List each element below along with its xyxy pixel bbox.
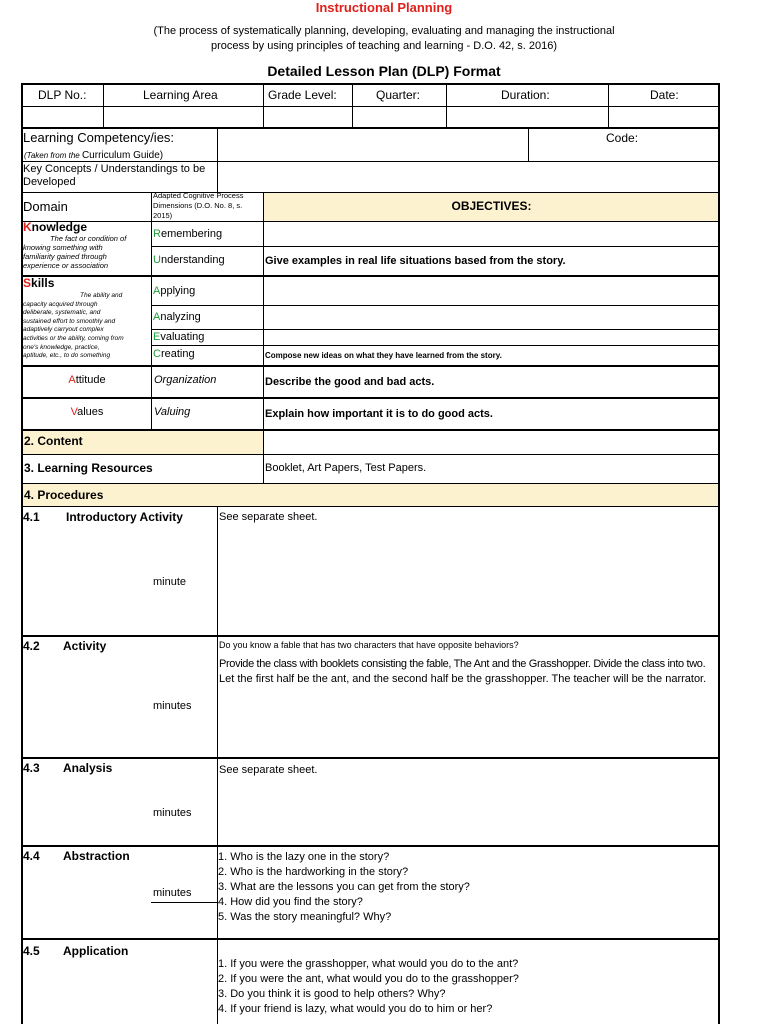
resources-value[interactable]: Booklet, Art Papers, Test Papers.: [265, 462, 427, 474]
procedure-4-2-content[interactable]: [219, 639, 716, 687]
competency-note-prefix: (Taken from the: [24, 151, 82, 160]
procedure-4-5-line: 4. If your friend is lazy, what would you do to him or her?: [218, 1003, 493, 1015]
procedure-4-3-content[interactable]: [219, 763, 716, 778]
skills-initial: S: [23, 276, 32, 290]
analyzing-initial: A: [153, 311, 161, 323]
quarter-field[interactable]: [353, 107, 446, 127]
level-analyzing: [153, 311, 201, 323]
dlp-no-label: DLP No.:: [38, 88, 87, 102]
duration-label: Duration:: [501, 88, 550, 102]
procedure-4-2-line: Let the first half be the ant, and the second half be the grasshopper. The teacher will be the narrator.: [219, 673, 707, 685]
level-remembering: [153, 228, 222, 240]
content-label: 2. Content: [24, 434, 83, 448]
level-evaluating: [153, 331, 204, 343]
knowledge-initial: K: [23, 220, 32, 234]
analyzing-objective-field[interactable]: [264, 306, 718, 329]
objectives-header: OBJECTIVES:: [451, 199, 532, 213]
procedure-4-4-number: 4.4: [23, 849, 40, 863]
content-field[interactable]: [264, 430, 718, 454]
dimensions-line-1: Adapted Cognitive Process: [153, 191, 244, 200]
creating-initial: C: [153, 348, 161, 360]
procedure-4-1-line: See separate sheet.: [219, 511, 318, 523]
dimensions-label: [153, 191, 243, 221]
code-label: Code:: [606, 131, 639, 145]
attitude-rest: ttitude: [75, 374, 106, 386]
resources-label: 3. Learning Resources: [24, 461, 153, 475]
procedures-label: 4. Procedures: [24, 488, 104, 502]
values-objective[interactable]: Explain how important it is to do good acts.: [265, 408, 493, 420]
skills-desc-2: capacity acquired through: [23, 300, 98, 308]
knowledge-label: [23, 220, 87, 234]
procedure-4-5-line: 1. If you were the grasshopper, what would you do to the ant?: [218, 958, 519, 970]
key-concepts-line-1: Key Concepts / Understandings to be: [23, 163, 206, 175]
understanding-initial: U: [153, 254, 161, 266]
attitude-level: Organization: [154, 374, 217, 386]
procedure-4-5-line: 3. Do you think it is good to help others? Why?: [218, 988, 446, 1000]
understanding-objective[interactable]: Give examples in real life situations based from the story.: [265, 255, 566, 267]
skills-desc-1: The ability and: [80, 292, 123, 299]
procedure-4-5-line: 2. If you were the ant, what would you do to the grasshopper?: [218, 973, 519, 985]
procedure-4-3-title: Analysis: [63, 761, 113, 775]
grade-level-label: Grade Level:: [268, 88, 337, 102]
format-title: Detailed Lesson Plan (DLP) Format: [267, 63, 501, 79]
evaluating-objective-field[interactable]: [264, 330, 718, 345]
procedure-4-5-content[interactable]: [218, 957, 715, 1024]
dimensions-line-2: Dimensions (D.O. No. 8, s.: [153, 201, 243, 210]
subtitle-line-2: process by using principles of teaching and learning - D.O. 42, s. 2016): [210, 40, 558, 52]
knowledge-desc-3: familiarity gained through: [23, 252, 107, 261]
knowledge-desc-2: knowing something with: [23, 243, 103, 252]
evaluating-initial: E: [153, 331, 161, 343]
attitude-objective[interactable]: Describe the good and bad acts.: [265, 376, 435, 388]
domain-label: Domain: [23, 199, 68, 214]
page-subtitle: [0, 24, 768, 54]
grade-level-field[interactable]: [264, 107, 352, 127]
knowledge-rest: nowledge: [31, 220, 88, 234]
procedure-4-1-unit: minute: [153, 576, 187, 588]
procedure-4-2-number: 4.2: [23, 639, 40, 653]
procedure-4-3-line: See separate sheet.: [219, 764, 318, 776]
date-field[interactable]: [609, 107, 718, 127]
knowledge-desc-4: experience or association: [23, 261, 109, 270]
creating-rest: reating: [160, 348, 195, 360]
dlp-no-field[interactable]: [23, 107, 103, 127]
applying-rest: pplying: [160, 285, 196, 297]
evaluating-rest: valuating: [160, 331, 205, 343]
procedure-4-3-unit: minutes: [153, 807, 192, 819]
learning-competency-label: Learning Competency/ies:: [23, 130, 175, 145]
date-label: Date:: [650, 88, 679, 102]
skills-desc-5: adaptively carryout complex: [23, 326, 104, 334]
attitude-label: [23, 374, 151, 386]
skills-desc-3: deliberate, systematic, and: [23, 309, 101, 317]
procedure-4-4-line: 4. How did you find the story?: [218, 896, 363, 908]
knowledge-desc-1: The fact or condition of: [50, 234, 127, 243]
procedure-4-4-unit: minutes: [153, 887, 192, 899]
skills-description: [23, 292, 151, 365]
procedure-4-5-title: Application: [63, 944, 129, 958]
attitude-initial: A: [68, 374, 76, 386]
level-creating: [153, 348, 195, 360]
quarter-label: Quarter:: [376, 88, 421, 102]
page-title: Instructional Planning: [315, 0, 453, 15]
skills-desc-4: sustained effort to smoothly and: [23, 317, 116, 325]
knowledge-description: [23, 234, 151, 274]
procedure-4-1-content[interactable]: [219, 510, 716, 525]
procedure-4-5-number: 4.5: [23, 944, 40, 958]
procedure-4-2-line: Do you know a fable that has two characters that have opposite behaviors?: [219, 640, 519, 650]
learning-area-label: Learning Area: [143, 88, 218, 102]
procedures-row-fill: [22, 484, 719, 506]
procedure-4-4-line: 3. What are the lessons you can get from the story?: [218, 881, 470, 893]
key-concepts-field[interactable]: [218, 162, 718, 192]
procedure-4-1-number: 4.1: [23, 510, 40, 524]
skills-desc-7: one's knowledge, practice,: [23, 343, 100, 351]
procedure-4-3-number: 4.3: [23, 761, 40, 775]
subtitle-line-1: (The process of systematically planning, developing, evaluating and managing the instructional: [153, 25, 615, 37]
remembering-objective-field[interactable]: [264, 222, 718, 246]
skills-desc-6: activities or the ability, coming from: [23, 334, 124, 342]
key-concepts-label: [23, 163, 205, 189]
key-concepts-line-2: Developed: [23, 176, 76, 188]
applying-objective-field[interactable]: [264, 277, 718, 305]
procedure-4-2-line: Provide the class with booklets consisting the fable, The Ant and the Grasshopper. Divide the class into two.: [219, 658, 706, 670]
learning-competency-field[interactable]: [218, 128, 528, 161]
competency-note-main: Curriculum Guide): [81, 150, 164, 161]
competency-note: [24, 150, 163, 161]
duration-field[interactable]: [447, 107, 608, 127]
skills-rest: kills: [31, 276, 55, 290]
level-applying: [153, 285, 195, 297]
values-label: [23, 406, 151, 418]
skills-label: [23, 276, 54, 290]
applying-initial: A: [153, 285, 161, 297]
procedure-4-4-content[interactable]: [218, 850, 715, 925]
procedure-4-4-line: 1. Who is the lazy one in the story?: [218, 851, 390, 863]
values-rest: alues: [77, 406, 104, 418]
skills-desc-8: aptitude, etc., to do something: [23, 352, 111, 360]
dimensions-line-3: 2015): [153, 211, 173, 220]
procedure-4-2-title: Activity: [63, 639, 107, 653]
procedure-4-4-line: 2. Who is the hardworking in the story?: [218, 866, 409, 878]
remembering-initial: R: [153, 228, 161, 240]
procedure-4-2-unit: minutes: [153, 700, 192, 712]
creating-objective[interactable]: Compose new ideas on what they have learned from the story.: [265, 351, 502, 360]
procedure-4-4-line: 5. Was the story meaningful? Why?: [218, 911, 392, 923]
remembering-rest: emembering: [160, 228, 223, 240]
values-level: Valuing: [154, 406, 191, 418]
procedure-4-4-title: Abstraction: [63, 849, 130, 863]
procedure-4-1-title: Introductory Activity: [66, 510, 183, 524]
analyzing-rest: nalyzing: [160, 311, 201, 323]
understanding-rest: nderstanding: [160, 254, 225, 266]
level-understanding: [153, 254, 225, 266]
values-initial: V: [70, 406, 78, 418]
learning-area-field[interactable]: [104, 107, 263, 127]
